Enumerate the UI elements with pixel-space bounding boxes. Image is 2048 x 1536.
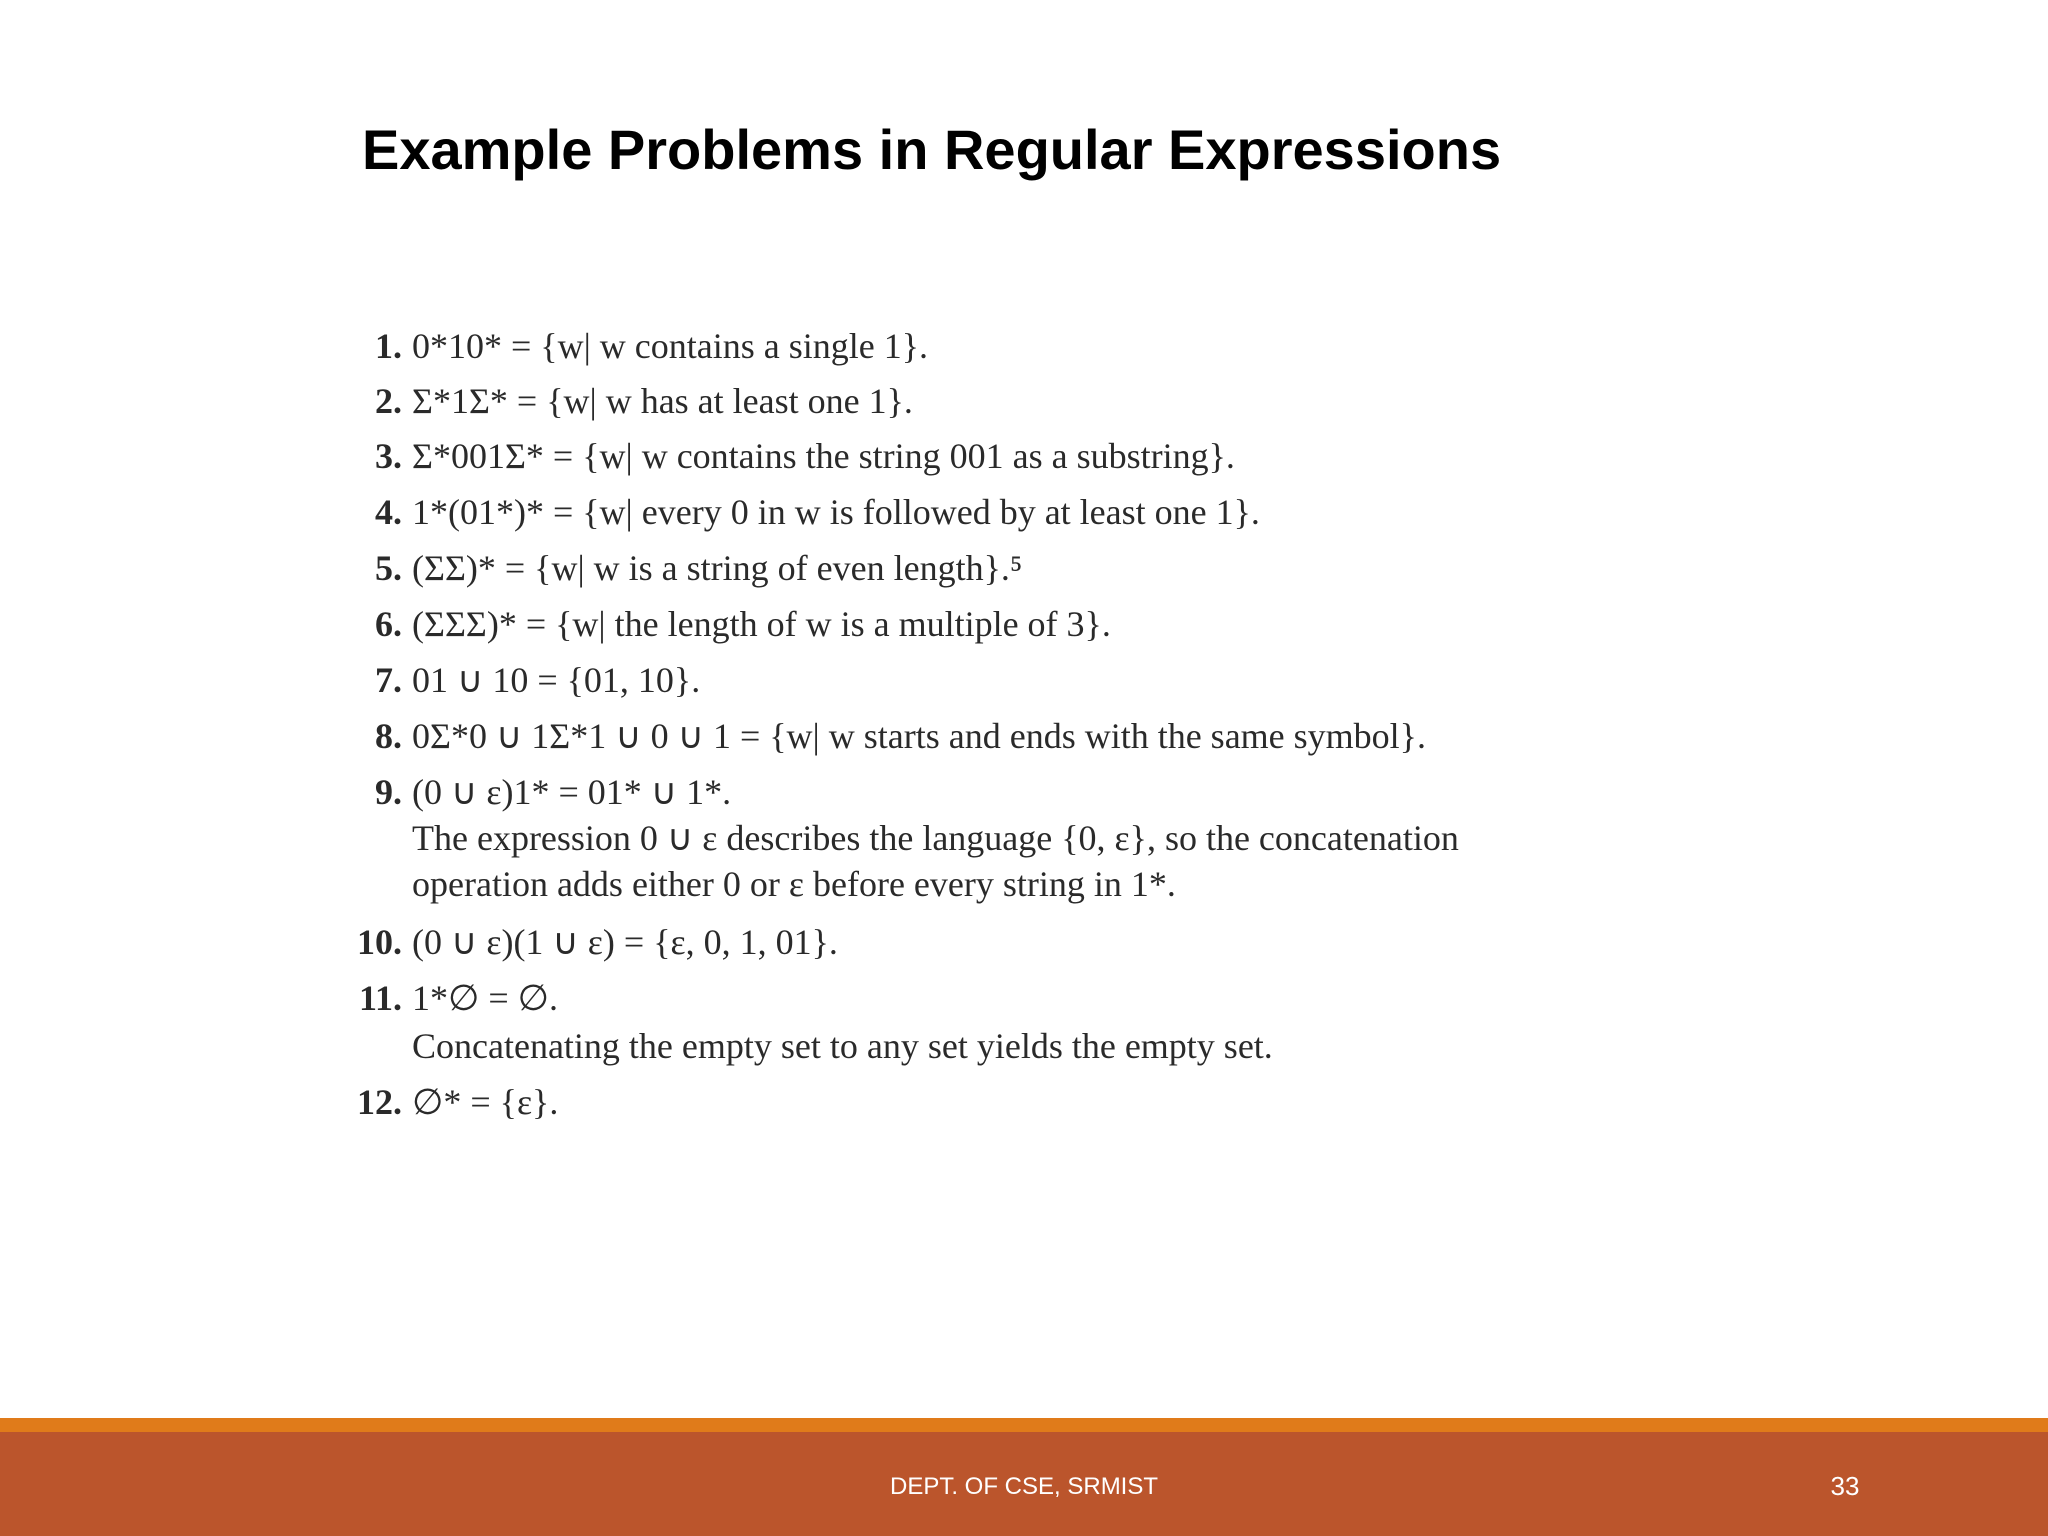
footer-stripe	[0, 1418, 2048, 1432]
problem-line: (0 ∪ ε)(1 ∪ ε) = {ε, 0, 1, 01}.	[412, 922, 838, 962]
problem-number: 4.	[375, 492, 402, 532]
problem-line: Concatenating the empty set to any set yields the empty set.	[412, 1026, 1273, 1066]
slide-title: Example Problems in Regular Expressions	[362, 118, 1502, 181]
problem-number: 5.	[375, 548, 402, 588]
problem-line: (ΣΣΣ)* = {w| the length of w is a multiple of 3}.	[412, 604, 1111, 644]
problem-number: 6.	[375, 604, 402, 644]
problem-number: 8.	[375, 716, 402, 756]
problem-line: 1*(01*)* = {w| every 0 in w is followed by at least one 1}.	[412, 492, 1260, 532]
problem-number: 1.	[375, 326, 402, 366]
problem-number: 9.	[375, 772, 402, 812]
problem-line: 0*10* = {w| w contains a single 1}.	[412, 326, 929, 366]
problem-line: 1*∅ = ∅.	[412, 978, 559, 1018]
page-number: 33	[1830, 1471, 1860, 1501]
problem-line: 01 ∪ 10 = {01, 10}.	[412, 660, 701, 700]
problem-line: 0Σ*0 ∪ 1Σ*1 ∪ 0 ∪ 1 = {w| w starts and ends with the same symbol}.	[412, 716, 1426, 756]
problem-number: 3.	[375, 436, 402, 476]
problem-list	[340, 318, 1720, 1128]
problem-number: 11.	[358, 978, 402, 1018]
problem-line: (0 ∪ ε)1* = 01* ∪ 1*.	[412, 772, 732, 812]
problem-line: Σ*001Σ* = {w| w contains the string 001 as a substring}.	[412, 436, 1235, 476]
problem-number: 7.	[375, 660, 402, 700]
problem-line: operation adds either 0 or ε before every string in 1*.	[412, 864, 1176, 904]
problem-line: Σ*1Σ* = {w| w has at least one 1}.	[412, 381, 913, 421]
problem-line: (ΣΣ)* = {w| w is a string of even length}.⁵	[412, 548, 1023, 588]
footer-department: DEPT. OF CSE, SRMIST	[889, 1473, 1159, 1500]
problem-line: ∅* = {ε}.	[412, 1082, 559, 1122]
problem-line: The expression 0 ∪ ε describes the language {0, ε}, so the concatenation	[412, 818, 1459, 858]
problem-number: 10.	[357, 922, 402, 962]
problem-number: 12.	[357, 1082, 402, 1122]
problem-number: 2.	[375, 381, 402, 421]
